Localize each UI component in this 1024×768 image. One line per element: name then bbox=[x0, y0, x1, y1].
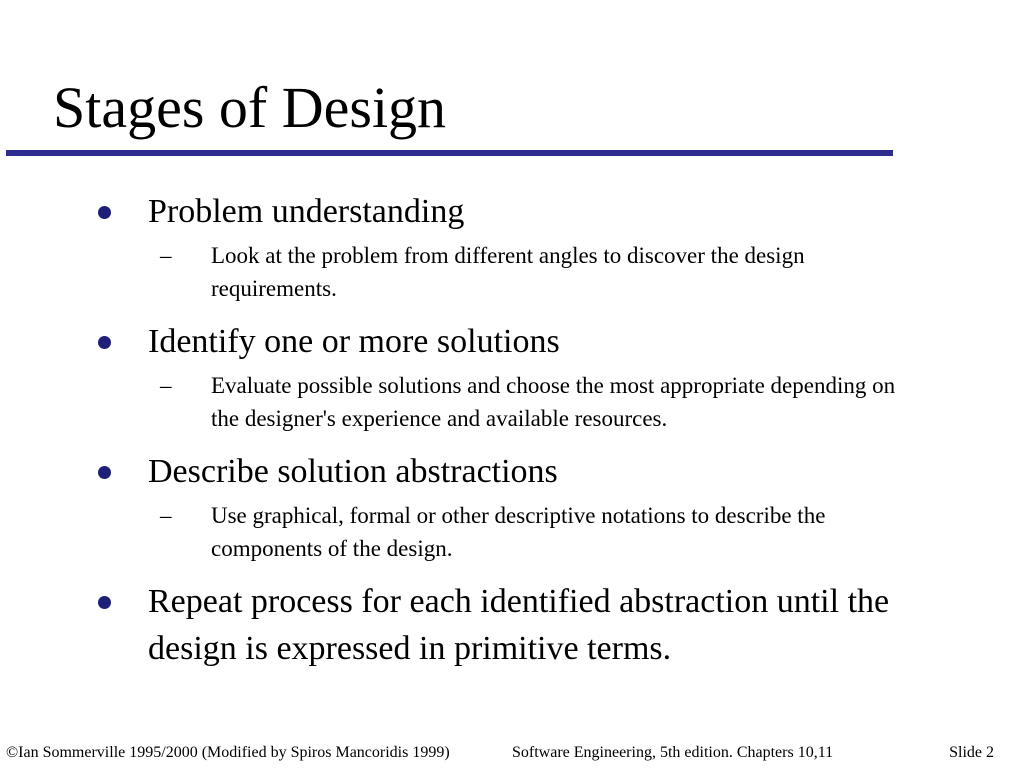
sub-bullet bbox=[0, 239, 1024, 305]
bullet-text bbox=[0, 578, 1024, 672]
dash-icon: – bbox=[160, 503, 172, 528]
dash-icon: – bbox=[160, 373, 172, 398]
slide-title: Stages of Design bbox=[53, 75, 447, 140]
bullet-label: Describe solution abstractions bbox=[148, 453, 558, 490]
slide-content bbox=[0, 188, 1024, 672]
dash-icon: – bbox=[160, 243, 172, 268]
bullet-dot-icon bbox=[98, 466, 111, 479]
footer-slide-number: Slide 2 bbox=[949, 744, 994, 761]
sub-bullet bbox=[0, 369, 1024, 435]
bullet-item bbox=[0, 578, 1024, 672]
sub-bullet-text: Look at the problem from different angles to discover the design requirements. bbox=[211, 243, 805, 301]
slide-footer bbox=[0, 742, 1024, 764]
footer-book-reference: Software Engineering, 5th edition. Chapters 10,11 bbox=[512, 744, 834, 761]
bullet-text bbox=[0, 188, 1024, 235]
title-underline bbox=[6, 150, 893, 156]
bullet-dot-icon bbox=[98, 206, 111, 219]
bullet-dot-icon bbox=[98, 596, 111, 609]
bullet-label: Repeat process for each identified abstraction until the design is expressed in primitive terms. bbox=[148, 583, 890, 667]
sub-bullet bbox=[0, 499, 1024, 565]
bullet-label: Identify one or more solutions bbox=[148, 323, 560, 360]
sub-bullet-text: Evaluate possible solutions and choose the most appropriate depending on the designer's experience and available resources. bbox=[211, 373, 896, 431]
bullet-label: Problem understanding bbox=[148, 193, 465, 230]
bullet-item bbox=[0, 448, 1024, 565]
bullet-text bbox=[0, 318, 1024, 365]
bullet-item bbox=[0, 318, 1024, 435]
sub-bullet-text: Use graphical, formal or other descriptive notations to describe the components of the design. bbox=[211, 503, 826, 561]
bullet-text bbox=[0, 448, 1024, 495]
bullet-dot-icon bbox=[98, 336, 111, 349]
bullet-item bbox=[0, 188, 1024, 305]
footer-copyright: ©Ian Sommerville 1995/2000 (Modified by Spiros Mancoridis 1999) bbox=[6, 744, 450, 761]
